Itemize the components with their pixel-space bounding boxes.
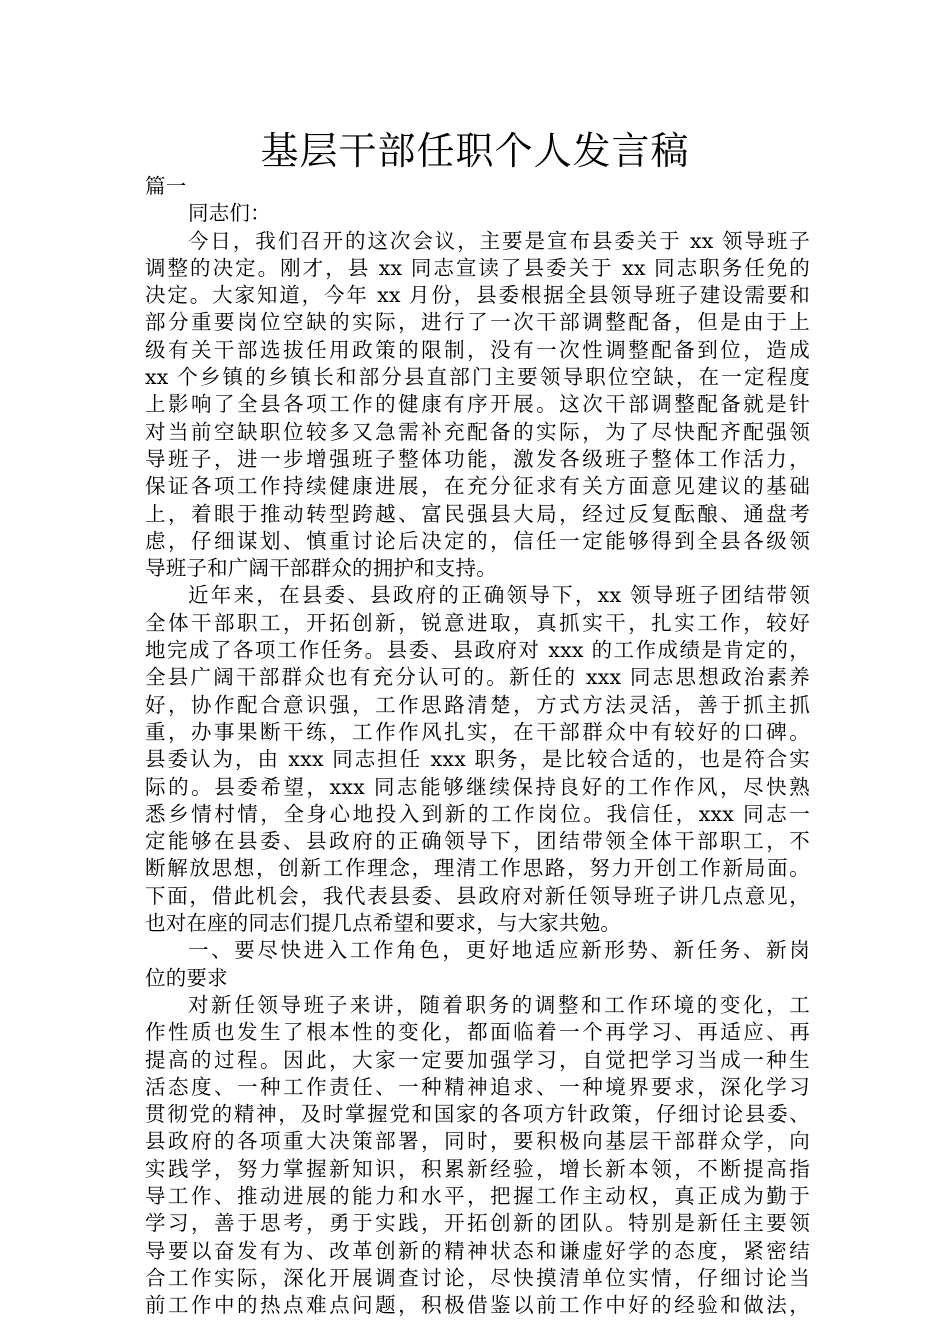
text-line: 断解放思想，创新工作理念，理清工作思路，努力开创工作新局面。 bbox=[145, 856, 810, 881]
text-line: 上影响了全县各项工作的健康有序开展。这次干部调整配备就是针 bbox=[145, 392, 810, 417]
text-line: 下面，借此机会，我代表县委、县政府对新任领导班子讲几点意见， bbox=[145, 883, 810, 908]
text-line: 上，着眼于推动转型跨越、富民强县大局，经过反复酝酿、通盘考 bbox=[145, 501, 810, 526]
document-body bbox=[145, 173, 810, 1319]
text-line: 好，协作配合意识强，工作思路清楚，方式方法灵活，善于抓主抓 bbox=[145, 692, 810, 717]
text-line: 作性质也发生了根本性的变化，都面临着一个再学习、再适应、再 bbox=[145, 1020, 810, 1045]
text-line: 地完成了各项工作任务。县委、县政府对 xxx 的工作成绩是肯定的， bbox=[145, 638, 810, 663]
text-line: 对新任领导班子来讲，随着职务的调整和工作环境的变化，工 bbox=[188, 992, 810, 1017]
text-line: 同志们： bbox=[188, 201, 271, 226]
text-line: 级有关干部选拔任用政策的限制，没有一次性调整配备到位，造成 bbox=[145, 337, 810, 362]
text-line: 篇一 bbox=[145, 174, 187, 198]
text-line: 际的。县委希望，xxx 同志能够继续保持良好的工作作风，尽快熟 bbox=[145, 774, 810, 799]
text-line: 合工作实际，深化开展调查讨论，尽快摸清单位实情，仔细讨论当 bbox=[145, 1265, 810, 1290]
text-line: 也对在座的同志们提几点希望和要求，与大家共勉。 bbox=[145, 911, 622, 936]
document-title: 基层干部任职个人发言稿 bbox=[260, 129, 690, 173]
text-line: 全县广阔干部群众也有充分认可的。新任的 xxx 同志思想政治素养 bbox=[145, 665, 810, 690]
text-line: 导班子和广阔干部群众的拥护和支持。 bbox=[145, 556, 497, 581]
text-line: 导班子，进一步增强班子整体功能，激发各级班子整体工作活力， bbox=[145, 446, 810, 471]
text-line: 调整的决定。刚才，县 xx 同志宣读了县委关于 xx 同志职务任免的 bbox=[145, 255, 810, 280]
text-line: 一、要尽快进入工作角色，更好地适应新形势、新任务、新岗 bbox=[188, 938, 810, 963]
text-line: 导要以奋发有为、改革创新的精神状态和谦虚好学的态度，紧密结 bbox=[145, 1238, 810, 1263]
text-line: 部分重要岗位空缺的实际，进行了一次干部调整配备，但是由于上 bbox=[145, 310, 810, 335]
text-line: 贯彻党的精神，及时掌握党和国家的各项方针政策，仔细讨论县委、 bbox=[145, 1102, 810, 1127]
text-line: 学习，善于思考，勇于实践，开拓创新的团队。特别是新任主要领 bbox=[145, 1211, 810, 1236]
text-line: 今日，我们召开的这次会议，主要是宣布县委关于 xx 领导班子 bbox=[188, 228, 810, 253]
text-line: 定能够在县委、县政府的正确领导下，团结带领全体干部职工，不 bbox=[145, 829, 810, 854]
text-line: 悉乡情村情，全身心地投入到新的工作岗位。我信任，xxx 同志一 bbox=[145, 801, 810, 826]
text-line: 县委认为，由 xxx 同志担任 xxx 职务，是比较合适的，也是符合实 bbox=[145, 747, 810, 772]
text-line: xx 个乡镇的乡镇长和部分县直部门主要领导职位空缺，在一定程度 bbox=[145, 365, 810, 390]
text-line: 位的要求 bbox=[145, 965, 228, 990]
text-line: 县政府的各项重大决策部署，同时，要积极向基层干部群众学，向 bbox=[145, 1129, 810, 1154]
text-line: 重，办事果断干练，工作作风扎实，在干部群众中有较好的口碑。 bbox=[145, 719, 810, 744]
text-line: 全体干部职工，开拓创新，锐意进取，真抓实干，扎实工作，较好 bbox=[145, 610, 810, 635]
text-line: 近年来，在县委、县政府的正确领导下，xx 领导班子团结带领 bbox=[188, 583, 810, 608]
text-line: 提高的过程。因此，大家一定要加强学习，自觉把学习当成一种生 bbox=[145, 1047, 810, 1072]
text-line: 对当前空缺职位较多又急需补充配备的实际，为了尽快配齐配强领 bbox=[145, 419, 810, 444]
text-line: 实践学，努力掌握新知识，积累新经验，增长新本领，不断提高指 bbox=[145, 1156, 810, 1181]
text-line: 决定。大家知道，今年 xx 月份，县委根据全县领导班子建设需要和 bbox=[145, 283, 810, 308]
text-line: 活态度、一种工作责任、一种精神追求、一种境界要求，深化学习 bbox=[145, 1074, 810, 1099]
text-line: 保证各项工作持续健康进展，在充分征求有关方面意见建议的基础 bbox=[145, 474, 810, 499]
text-line: 前工作中的热点难点问题，积极借鉴以前工作中好的经验和做法， bbox=[145, 1293, 810, 1318]
text-line: 导工作、推动进展的能力和水平，把握工作主动权，真正成为勤于 bbox=[145, 1183, 810, 1208]
text-line: 虑，仔细谋划、慎重讨论后决定的，信任一定能够得到全县各级领 bbox=[145, 528, 810, 553]
